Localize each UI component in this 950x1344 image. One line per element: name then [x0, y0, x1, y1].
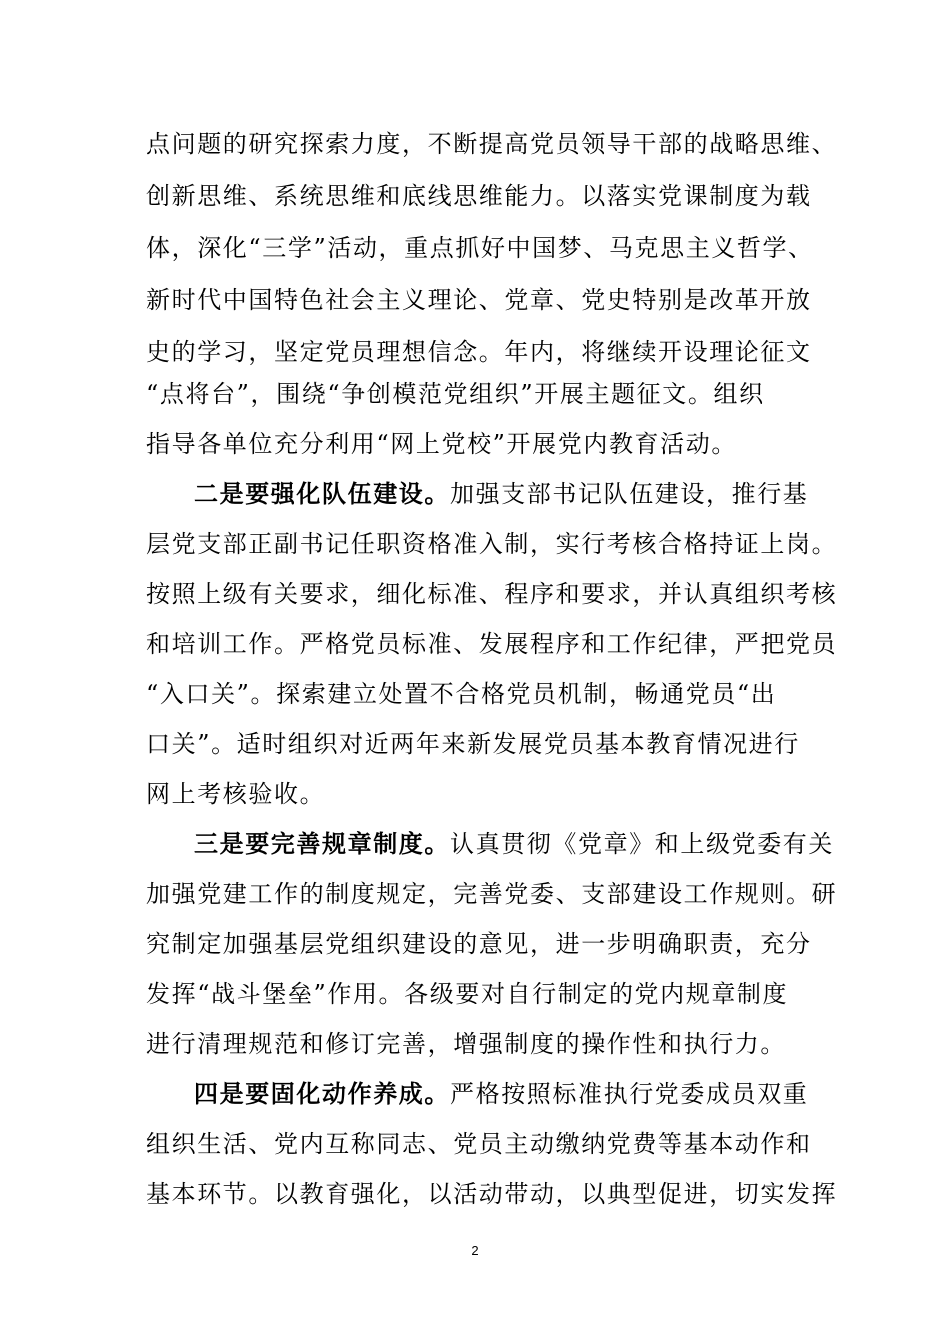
paragraph-4-line-3: 基本环节。以教育强化，以活动带动，以典型促进，切实发挥 — [146, 1180, 838, 1208]
paragraph-1-line-4: 新时代中国特色社会主义理论、党章、党史特别是改革开放 — [146, 286, 812, 314]
page-number: 2 — [471, 1243, 479, 1258]
paragraph-4-first-line-text: 严格按照标准执行党委成员双重 — [450, 1080, 809, 1108]
paragraph-1-line-6: “点将台”，围绕“争创模范党组织”开展主题征文。组织 — [146, 380, 765, 408]
paragraph-3-line-5: 进行清理规范和修订完善，增强制度的操作性和执行力。 — [146, 1030, 786, 1058]
paragraph-1-line-1: 点问题的研究探索力度，不断提高党员领导干部的战略思维、 — [146, 130, 838, 158]
paragraph-3-line-2: 加强党建工作的制度规定，完善党委、支部建设工作规则。研 — [146, 880, 838, 908]
paragraph-2-line-4: 和培训工作。严格党员标准、发展程序和工作纪律，严把党员 — [146, 630, 838, 658]
paragraph-2-first-line-text: 加强支部书记队伍建设，推行基 — [450, 480, 809, 508]
paragraph-3-line-1 — [194, 818, 834, 870]
paragraph-4-line-2: 组织生活、党内互称同志、党员主动缴纳党费等基本动作和 — [146, 1130, 812, 1158]
paragraph-2-line-7: 网上考核验收。 — [146, 780, 326, 808]
paragraph-2-heading: 二是要强化队伍建设。 — [194, 479, 450, 508]
paragraph-2-line-1 — [194, 468, 816, 520]
paragraph-4-line-1 — [194, 1068, 816, 1120]
paragraph-1-line-3: 体，深化“三学”活动，重点抓好中国梦、马克思主义哲学、 — [146, 234, 814, 262]
paragraph-1-line-2: 创新思维、系统思维和底线思维能力。以落实党课制度为载 — [146, 182, 812, 210]
paragraph-2-line-5: “入口关”。探索建立处置不合格党员机制，畅通党员“出 — [146, 680, 777, 708]
paragraph-3-line-4: 发挥“战斗堡垒”作用。各级要对自行制定的党内规章制度 — [146, 980, 789, 1008]
paragraph-3-heading: 三是要完善规章制度。 — [194, 829, 450, 858]
paragraph-1-line-7: 指导各单位充分利用“网上党校”开展党内教育活动。 — [146, 430, 737, 458]
paragraph-1-line-5: 史的学习，坚定党员理想信念。年内，将继续开设理论征文 — [146, 338, 812, 366]
paragraph-2-line-6: 口关”。适时组织对近两年来新发展党员基本教育情况进行 — [146, 730, 800, 758]
paragraph-2-line-2: 层党支部正副书记任职资格准入制，实行考核合格持证上岗。 — [146, 530, 838, 558]
paragraph-3-first-line-text: 认真贯彻《党章》和上级党委有关 — [450, 830, 834, 858]
paragraph-2-line-3: 按照上级有关要求，细化标准、程序和要求，并认真组织考核 — [146, 580, 838, 608]
paragraph-3-line-3: 究制定加强基层党组织建设的意见，进一步明确职责，充分 — [146, 930, 812, 958]
paragraph-4-heading: 四是要固化动作养成。 — [194, 1079, 450, 1108]
